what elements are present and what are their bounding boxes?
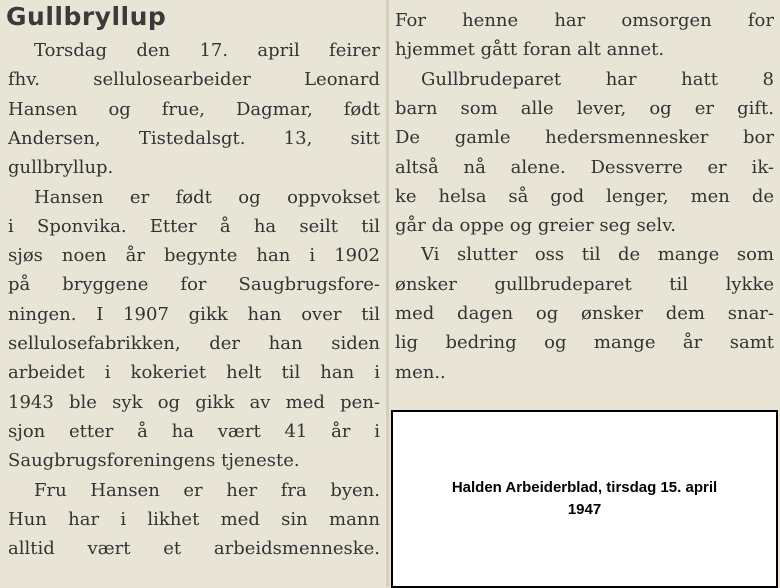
left-text-line: Hun har i likhet med sin mann xyxy=(8,508,380,530)
left-text-line: alltid vært et arbeidsmenneske. xyxy=(8,538,380,560)
right-text-line: De gamle hedersmennesker bor xyxy=(395,127,774,149)
left-text-line: ningen. I 1907 gikk han over til xyxy=(8,303,380,325)
right-text-line: ønsker gullbrudeparet til lykke xyxy=(395,273,774,295)
left-text-line: i Sponvika. Etter å ha seilt til xyxy=(8,215,380,237)
right-text-line: med dagen og ønsker dem snar- xyxy=(395,303,774,324)
left-text-line: Torsdag den 17. april feirer xyxy=(34,40,380,61)
left-text-line: sellulosefabrikken, der han siden xyxy=(8,333,380,354)
right-text-line: hjemmet gått foran alt annet. xyxy=(395,39,665,61)
left-text-line: sjon etter å ha vært 41 år i xyxy=(8,420,380,442)
left-newspaper-column xyxy=(0,0,386,587)
left-text-line: Andersen, Tistedalsgt. 13, sitt xyxy=(8,127,380,149)
left-text-line: sjøs noen år begynte han i 1902 xyxy=(8,245,380,267)
left-text-line: Hansen er født og oppvokset xyxy=(34,186,380,208)
caption-line-1: Halden Arbeiderblad, tirsdag 15. april xyxy=(451,479,718,496)
right-text-line: Vi slutter oss til de mange som xyxy=(421,244,774,266)
right-text-line: altså nå alene. Dessverre er ik- xyxy=(395,156,774,178)
left-text-line: Fru Hansen er her fra byen. xyxy=(34,479,380,501)
right-text-line: For henne har omsorgen for xyxy=(395,10,774,31)
right-text-line: Gullbrudeparet har hatt 8 xyxy=(421,68,774,90)
right-newspaper-column xyxy=(389,0,780,410)
caption-box xyxy=(391,410,778,588)
source-caption xyxy=(415,477,755,521)
left-text-line: på bryggene for Saugbrugsfore- xyxy=(8,274,380,296)
left-text-line: fhv. sellulosearbeider Leonard xyxy=(8,69,380,91)
right-text-line: barn som alle lever, og er gift. xyxy=(395,97,774,119)
article-headline: Gullbryllup xyxy=(6,2,167,31)
right-text-line: ke helsa så god lenger, men de xyxy=(395,185,774,207)
right-text-line: lig bedring og mange år samt xyxy=(395,332,774,354)
left-text-line: arbeidet i kokeriet helt til han i xyxy=(8,362,380,384)
caption-line-2: 1947 xyxy=(567,501,602,518)
left-text-line: 1943 ble syk og gikk av med pen- xyxy=(8,391,380,413)
left-text-line: gullbryllup. xyxy=(8,157,114,179)
left-text-line: Saugbrugsforeningens tjeneste. xyxy=(8,450,300,472)
right-text-line: men.. xyxy=(395,361,446,383)
right-text-line: går da oppe og greier seg selv. xyxy=(395,215,676,237)
left-text-line: Hansen og frue, Dagmar, født xyxy=(8,98,380,120)
